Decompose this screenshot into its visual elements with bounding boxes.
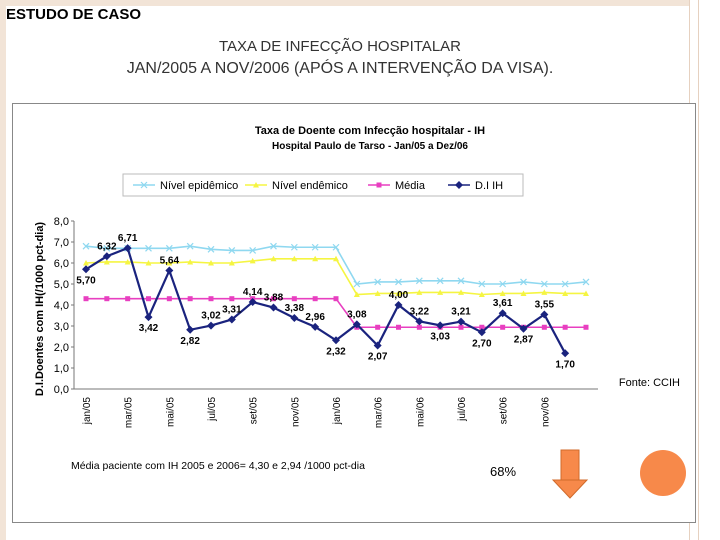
series-marker: [561, 349, 569, 357]
series-marker: [209, 296, 214, 301]
y-axis-label: D.I.Doentes com IH(/1000 pct-dia): [34, 221, 46, 397]
down-arrow-icon: [553, 450, 587, 498]
legend-label: Nível endêmico: [272, 180, 348, 192]
data-label: 2,87: [513, 334, 534, 346]
series-marker: [436, 321, 444, 329]
data-label: 3,08: [347, 309, 367, 321]
chart-subtitle: Hospital Paulo de Tarso - Jan/05 a Dez/06: [272, 141, 468, 152]
data-label: 3,21: [451, 306, 471, 318]
chart-container: [12, 103, 696, 523]
x-tick-label: mai/05: [165, 397, 177, 428]
chart-title: Taxa de Doente com Infecção hospitalar - IH: [254, 125, 486, 137]
data-label: 3,38: [284, 303, 305, 315]
series-marker: [334, 296, 339, 301]
slide-title-line-1: TAXA DE INFECÇÃO HOSPITALAR: [219, 38, 461, 55]
series-marker: [167, 296, 172, 301]
x-tick-label: jul/06: [457, 397, 468, 421]
series-marker: [417, 325, 422, 330]
slide-section-label: ESTUDO DE CASO: [6, 6, 142, 23]
data-label: 3,42: [138, 323, 159, 335]
series-marker: [563, 325, 568, 330]
legend-label: D.I IH: [475, 180, 504, 192]
data-label: 3,22: [409, 306, 430, 318]
data-label: 4,14: [242, 287, 263, 299]
slide-title-line-2: JAN/2005 A NOV/2006 (APÓS A INTERVENÇÃO DA VISA).: [126, 60, 554, 77]
series-marker: [207, 322, 215, 330]
series-marker: [542, 325, 547, 330]
series-marker: [84, 296, 89, 301]
data-label: 5,64: [159, 255, 180, 267]
series-marker: [146, 296, 151, 301]
data-label: 2,07: [367, 351, 388, 363]
series-2: [84, 296, 589, 330]
x-tick-label: nov/05: [290, 397, 302, 428]
x-tick-label: jan/05: [82, 397, 93, 425]
y-tick-label: 1,0: [53, 363, 69, 375]
x-tick-label: mar/06: [373, 397, 385, 429]
data-label: 2,82: [180, 335, 200, 347]
series-marker: [292, 296, 297, 301]
y-tick-label: 7,0: [53, 237, 69, 249]
series-marker: [457, 318, 465, 326]
series-marker: [270, 304, 278, 312]
data-label: 3,02: [201, 310, 221, 322]
y-tick-label: 8,0: [53, 216, 69, 228]
data-label: 6,32: [97, 241, 117, 253]
y-tick-label: 6,0: [53, 258, 69, 270]
series-marker: [396, 325, 401, 330]
series-marker: [313, 296, 318, 301]
series-marker: [375, 325, 380, 330]
average-note: Média paciente com IH 2005 e 2006= 4,30 e 2,94 /1000 pct-dia: [71, 460, 365, 472]
data-label: 5,70: [76, 275, 96, 287]
data-label: 2,32: [326, 346, 346, 358]
series-marker: [584, 325, 589, 330]
x-axis: [82, 397, 551, 429]
series-marker: [125, 296, 130, 301]
data-label: 2,70: [472, 338, 492, 350]
data-label: 3,55: [534, 299, 555, 311]
x-tick-label: set/05: [248, 397, 260, 425]
series-marker: [186, 326, 194, 334]
data-label: 1,70: [555, 359, 575, 371]
series-marker: [377, 183, 382, 188]
y-tick-label: 5,0: [53, 279, 69, 291]
x-tick-label: mai/06: [415, 397, 427, 428]
line-chart: [13, 104, 695, 522]
x-tick-label: set/06: [498, 397, 510, 425]
percent-note: 68%: [489, 464, 517, 479]
series-marker: [500, 325, 505, 330]
x-tick-label: nov/06: [540, 397, 552, 428]
data-label-group: [76, 233, 575, 370]
source-note: Fonte: CCIH: [618, 377, 680, 389]
data-label: 3,61: [492, 298, 513, 310]
series-marker: [229, 296, 234, 301]
series-marker: [104, 296, 109, 301]
data-label: 6,71: [117, 233, 138, 245]
series-marker: [145, 313, 153, 321]
y-tick-label: 4,0: [53, 300, 69, 312]
legend-label: Nível epidêmico: [160, 180, 239, 192]
legend-label: Média: [395, 180, 425, 192]
x-tick-label: mar/05: [123, 397, 135, 429]
series-marker: [165, 267, 173, 275]
data-label: 4,00: [388, 290, 409, 301]
data-label: 2,96: [305, 311, 325, 323]
data-label: 3,31: [222, 304, 242, 316]
data-label: 3,88: [263, 292, 284, 304]
y-tick-label: 3,0: [53, 321, 69, 333]
decorative-circle: [640, 450, 686, 496]
data-label: 3,03: [430, 331, 450, 343]
y-tick-label: 0,0: [53, 384, 69, 396]
x-tick-label: jul/05: [207, 397, 218, 421]
x-tick-label: jan/06: [332, 397, 343, 425]
series-marker: [290, 314, 298, 322]
series-marker: [188, 296, 193, 301]
slide-frame-left: [0, 0, 6, 540]
y-tick-label: 2,0: [53, 342, 69, 354]
